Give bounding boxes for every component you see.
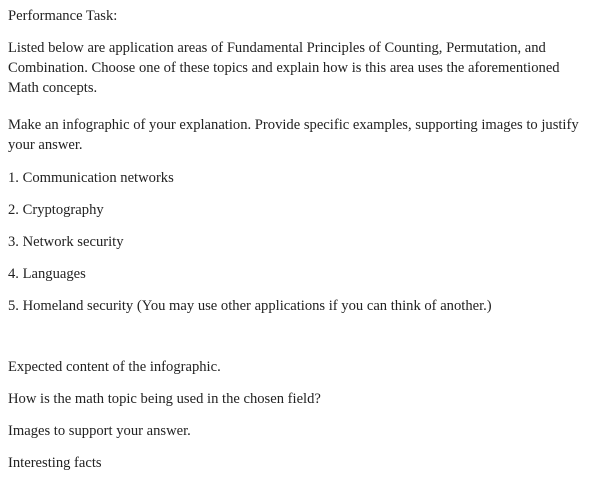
instruction-paragraph: Make an infographic of your explanation. Provide specific examples, supporting images to justify your answer. [8, 117, 579, 153]
expected-item-3: Interesting facts [8, 455, 102, 471]
topic-item-5: 5. Homeland security (You may use other applications if you can think of another.) [8, 298, 492, 314]
expected-item-1: How is the math topic being used in the chosen field? [8, 391, 321, 407]
topic-item-2: 2. Cryptography [8, 202, 104, 218]
topic-item-4: 4. Languages [8, 266, 86, 282]
topic-item-3: 3. Network security [8, 234, 124, 250]
topic-item-1: 1. Communication networks [8, 170, 174, 186]
expected-item-2: Images to support your answer. [8, 423, 191, 439]
task-heading: Performance Task: [8, 8, 118, 24]
expected-content-heading: Expected content of the infographic. [8, 359, 221, 375]
intro-paragraph: Listed below are application areas of Fundamental Principles of Counting, Permutation, and Combination. Choose one of these topics and explain how is this area uses the aforementioned Math concepts. [8, 40, 560, 96]
